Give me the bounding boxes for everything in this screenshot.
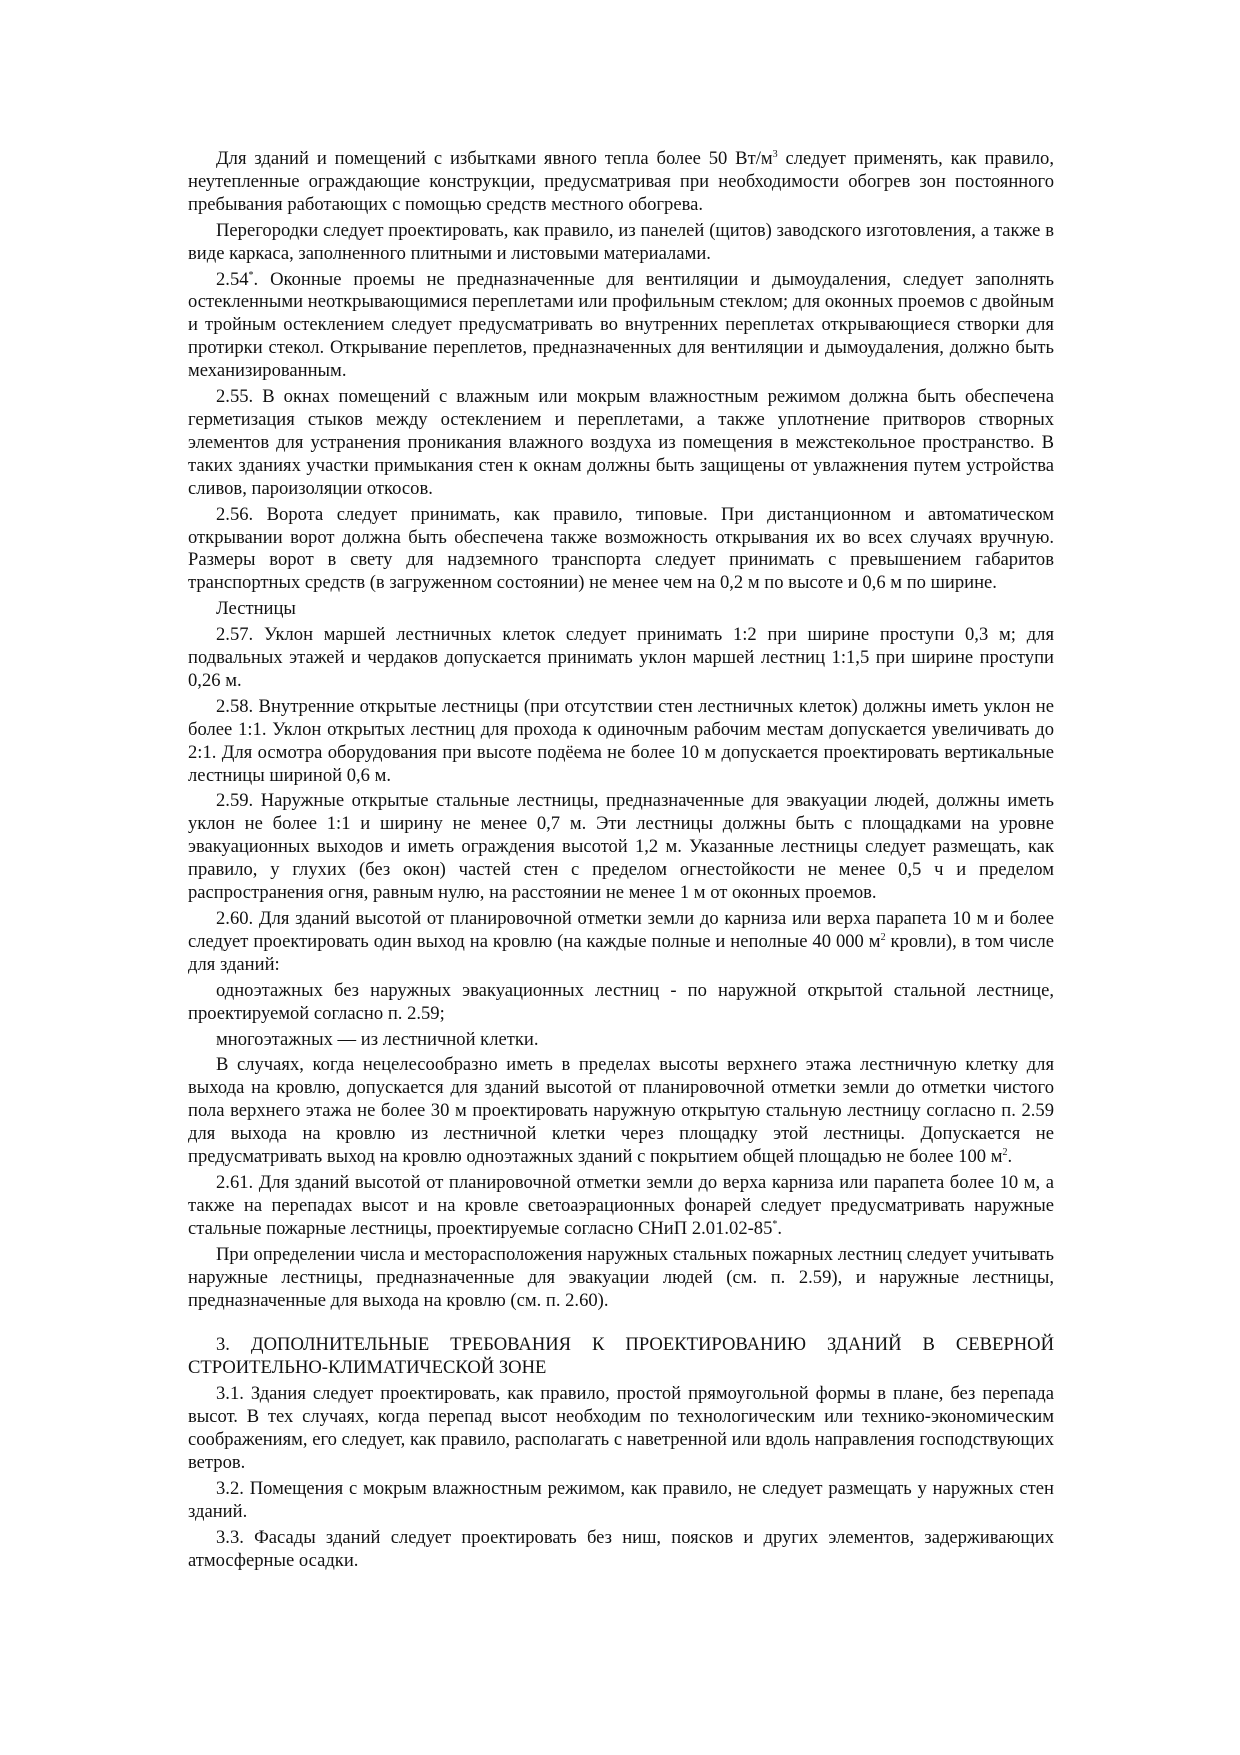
paragraph-2-60: 2.60. Для зданий высотой от планировочной отметки земли до карниза или верха парапета 10 м и более следует проектировать один выход на кровлю (на каждые полные и неполные 40 000 $м^2$ кровли), в том числе для зданий: bbox=[188, 908, 1054, 975]
paragraph-2-54: 2.54*. Оконные проемы не предназначенные для вентиляции и дымоудаления, следует заполнять остекленными неоткрывающимися переплетами или профильным стеклом; для оконных проемов с двойным и тройным остеклением следует предусматривать во внутренних переплетах открывающиеся створки для протирки стекол. Открывание переплетов, предназначенных для вентиляции и дымоудаления, должно быть механизированным. bbox=[188, 268, 1054, 382]
paragraph-heat-excess: Для зданий и помещений с избытками явного тепла более 50 $Вт/м^3$ следует применять, как правило, неутепленные ограждающие конструкции, предусматривая при необходимости обогрев зон постоянного пребывания работающих с помощью средств местного обогрева. bbox=[188, 148, 1054, 215]
superscript: 3 bbox=[772, 149, 778, 160]
paragraph-2-59: 2.59. Наружные открытые стальные лестницы, предназначенные для эвакуации людей, должны иметь уклон не более 1:1 и ширину не менее 0,7 м. Эти лестницы должны быть с площадками на уровне эвакуационных выходов и иметь ограждения высотой 1,2 м. Указанные лестницы следует размещать, как правило, у глухих (без окон) частей стен с пределом огнестойкости не менее 0,5 ч и пределом распространения огня, равным нулю, на расстоянии не менее 1 м от оконных проемов. bbox=[188, 790, 1054, 904]
subheading-stairs: Лестницы bbox=[216, 598, 296, 620]
superscript: 2 bbox=[1002, 1147, 1008, 1159]
superscript: 2 bbox=[880, 931, 886, 943]
paragraph-partitions: Перегородки следует проектировать, как правило, из панелей (щитов) заводского изготовления, а также в виде каркаса, заполненного плитными и листовыми материалами. bbox=[188, 219, 1054, 264]
section-3-heading: 3. ДОПОЛНИТЕЛЬНЫЕ ТРЕБОВАНИЯ К ПРОЕКТИРОВАНИЮ ЗДАНИЙ В СЕВЕРНОЙ СТРОИТЕЛЬНО-КЛИМАТИЧЕСКОЙ ЗОНЕ bbox=[188, 1334, 1054, 1379]
paragraph-3-2: 3.2. Помещения с мокрым влажностным режимом, как правило, не следует размещать у наружных стен зданий. bbox=[188, 1477, 1054, 1522]
paragraph-3-3: 3.3. Фасады зданий следует проектировать без ниш, поясков и других элементов, задерживающих атмосферные осадки. bbox=[188, 1526, 1054, 1571]
document-body bbox=[188, 148, 1054, 1575]
paragraph-roof-exit-cases: В случаях, когда нецелесообразно иметь в пределах высоты верхнего этажа лестничную клетку для выхода на кровлю, допускается для зданий высотой от планировочной отметки земли до отметки чистого пола верхнего этажа не более 30 м проектировать наружную открытую стальную лестницу согласно п. 2.59 для выхода на кровлю из лестничной клетки через площадку этой лестницы. Допускается не предусматривать выход на кровлю одноэтажных зданий с покрытием общей площадью не более 100 $м^2$. bbox=[188, 1054, 1054, 1168]
paragraph-multi-storey: многоэтажных — из лестничной клетки. bbox=[216, 1028, 539, 1050]
paragraph-2-61: 2.61. Для зданий высотой от планировочной отметки земли до верха карниза или парапета более 10 м, а также на перепадах высот и на кровле светоаэрационных фонарей следует предусматривать наружные стальные пожарные лестницы, проектируемые согласно СНиП 2.01.02-85*. bbox=[188, 1171, 1054, 1239]
superscript: * bbox=[248, 269, 254, 281]
paragraph-3-1: 3.1. Здания следует проектировать, как правило, простой прямоугольной формы в плане, без перепада высот. В тех случаях, когда перепад высот необходим по технологическим или технико-экономическим соображениям, его следует, как правило, располагать с наветренной или вдоль направления господствующих ветров. bbox=[188, 1383, 1054, 1473]
paragraph-2-55: 2.55. В окнах помещений с влажным или мокрым влажностным режимом должна быть обеспечена герметизация стыков между остеклением и переплетами, а также уплотнение притворов створных элементов для устранения проникания влажного воздуха из помещения в межстекольное пространство. В таких зданиях участки примыкания стен к окнам должны быть защищены от увлажнения путем устройства сливов, пароизоляции откосов. bbox=[188, 386, 1054, 499]
paragraph-2-57: 2.57. Уклон маршей лестничных клеток следует принимать 1:2 при ширине проступи 0,3 м; для подвальных этажей и чердаков допускается принимать уклон маршей лестниц 1:1,5 при ширине проступи 0,26 м. bbox=[188, 624, 1054, 691]
paragraph-2-58: 2.58. Внутренние открытые лестницы (при отсутствии стен лестничных клеток) должны иметь уклон не более 1:1. Уклон открытых лестниц для прохода к одиночным рабочим местам допускается увеличивать до 2:1. Для осмотра оборудования при высоте подёема не более 10 м допускается проектировать вертикальные лестницы шириной 0,6 м. bbox=[188, 695, 1054, 786]
paragraph-fire-stairs-count: При определении числа и месторасположения наружных стальных пожарных лестниц следует учитывать наружные лестницы, предназначенные для эвакуации людей (см. п. 2.59), и наружные лестницы, предназначенные для выхода на кровлю (см. п. 2.60). bbox=[188, 1243, 1054, 1311]
superscript: * bbox=[772, 1218, 778, 1230]
paragraph-single-storey: одноэтажных без наружных эвакуационных лестниц - по наружной открытой стальной лестнице, проектируемой согласно п. 2.59; bbox=[188, 979, 1054, 1024]
paragraph-2-56: 2.56. Ворота следует принимать, как правило, типовые. При дистанционном и автоматическом открывании ворот должна быть обеспечена также возможность открывания их во всех случаях вручную. Размеры ворот в свету для надземного транспорта следует принимать с превышением габаритов транспортных средств (в загруженном состоянии) не менее чем на 0,2 м по высоте и 0,6 м по ширине. bbox=[188, 503, 1054, 594]
